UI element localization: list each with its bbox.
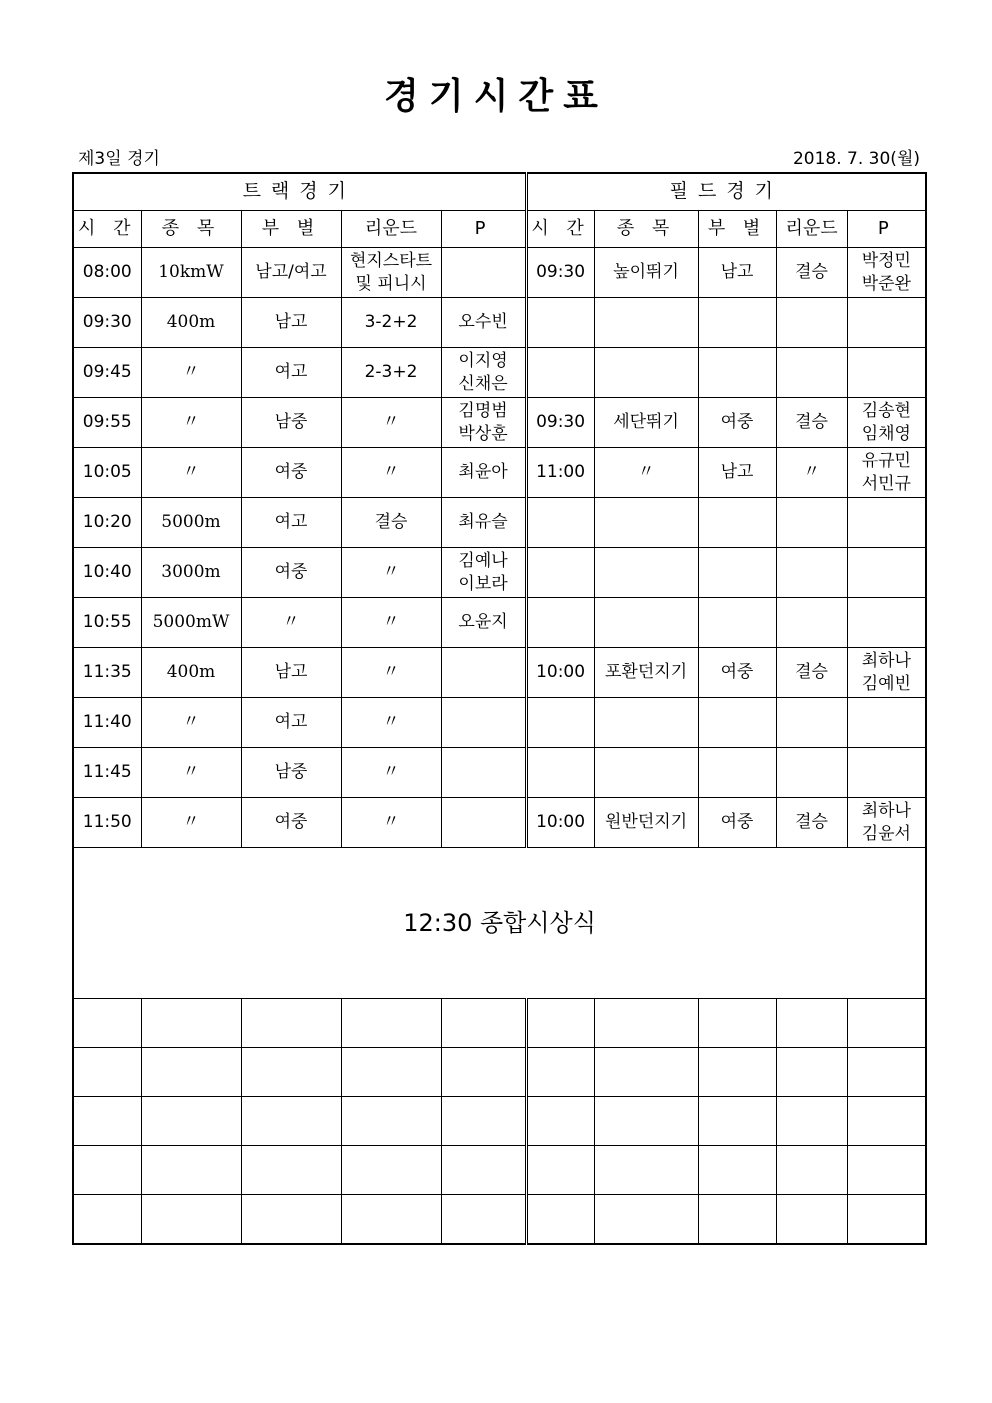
blank-cell [241,999,341,1048]
track-time: 10:20 [73,498,141,548]
track-time: 09:55 [73,398,141,448]
track-round: 3-2+2 [341,298,441,348]
blank-cell [441,1048,526,1097]
track-division: 남중 [241,748,341,798]
field-time [526,298,594,348]
field-time: 10:00 [526,648,594,698]
field-round [776,748,847,798]
field-division [698,598,776,648]
field-event [594,748,698,798]
field-division [698,748,776,798]
blank-cell [776,1097,847,1146]
field-time: 11:00 [526,448,594,498]
field-division: 여중 [698,798,776,848]
schedule-row [73,598,926,648]
blank-cell [341,1195,441,1245]
blank-cell [141,1048,241,1097]
schedule-row [73,448,926,498]
blank-cell [526,999,594,1048]
blank-cell [847,1146,926,1195]
field-time: 09:30 [526,398,594,448]
track-time: 11:35 [73,648,141,698]
blank-cell [526,1048,594,1097]
award-ceremony-announcement: 12:30 종합시상식 [73,848,926,999]
track-round: 〃 [341,748,441,798]
field-p [847,548,926,598]
track-time: 11:50 [73,798,141,848]
blank-cell [341,1048,441,1097]
field-round [776,598,847,648]
blank-cell [441,1097,526,1146]
blank-cell [73,1195,141,1245]
track-round: 현지스타트 및 피니시 [341,248,441,298]
track-col-event: 종 목 [141,211,241,248]
field-p [847,298,926,348]
announcement-row [73,848,926,999]
blank-cell [141,1146,241,1195]
field-col-division: 부 별 [698,211,776,248]
track-p: 김명범 박상훈 [441,398,526,448]
track-event: 〃 [141,348,241,398]
blank-cell [73,999,141,1048]
field-time [526,548,594,598]
field-p: 최하나 김예빈 [847,648,926,698]
section-header-row [73,173,926,211]
field-division [698,348,776,398]
blank-cell [776,999,847,1048]
field-round: 결승 [776,398,847,448]
schedule-row [73,698,926,748]
track-round: 〃 [341,798,441,848]
schedule-row [73,398,926,448]
field-time [526,348,594,398]
field-division [698,298,776,348]
schedule-row [73,798,926,848]
track-division: 여중 [241,798,341,848]
track-p [441,648,526,698]
date-label: 2018. 7. 30(월) [792,149,920,169]
track-col-division: 부 별 [241,211,341,248]
track-round: 〃 [341,398,441,448]
track-time: 10:55 [73,598,141,648]
field-round [776,698,847,748]
field-division: 여중 [698,648,776,698]
field-section-header: 필드경기 [526,173,926,211]
blank-cell [141,1195,241,1245]
field-p: 유규민 서민규 [847,448,926,498]
track-event: 〃 [141,398,241,448]
field-round: 〃 [776,448,847,498]
field-time: 09:30 [526,248,594,298]
schedule-row [73,248,926,298]
track-division: 남고/여고 [241,248,341,298]
blank-cell [698,1195,776,1245]
field-time [526,748,594,798]
track-time: 11:45 [73,748,141,798]
page-title: 경기시간표 [384,76,608,117]
blank-cell [241,1195,341,1245]
track-division: 여고 [241,698,341,748]
track-p: 이지영 신채은 [441,348,526,398]
blank-cell [73,1097,141,1146]
field-event: 원반던지기 [594,798,698,848]
schedule-table [72,172,927,1245]
field-col-time: 시 간 [526,211,594,248]
blank-cell [441,999,526,1048]
field-time [526,598,594,648]
track-event: 10kmW [141,248,241,298]
blank-cell [526,1195,594,1245]
field-event: 〃 [594,448,698,498]
field-event: 세단뛰기 [594,398,698,448]
track-division: 여중 [241,448,341,498]
track-round: 〃 [341,648,441,698]
schedule-row [73,748,926,798]
track-event: 〃 [141,698,241,748]
field-col-round: 리운드 [776,211,847,248]
blank-cell [594,999,698,1048]
blank-cell [141,1097,241,1146]
track-round: 결승 [341,498,441,548]
blank-cell [847,1195,926,1245]
field-p [847,598,926,648]
blank-cell [698,1146,776,1195]
track-round: 〃 [341,448,441,498]
field-event: 높이뛰기 [594,248,698,298]
track-event: 〃 [141,748,241,798]
track-event: 〃 [141,798,241,848]
blank-row [73,1048,926,1097]
track-p: 최윤아 [441,448,526,498]
blank-cell [73,1146,141,1195]
blank-row [73,1195,926,1245]
schedule-row [73,348,926,398]
field-time [526,498,594,548]
field-round: 결승 [776,248,847,298]
field-round [776,548,847,598]
field-round [776,498,847,548]
blank-cell [847,1097,926,1146]
field-time [526,698,594,748]
schedule-row [73,498,926,548]
blank-cell [441,1146,526,1195]
track-p: 김예나 이보라 [441,548,526,598]
field-p: 최하나 김윤서 [847,798,926,848]
blank-cell [698,1097,776,1146]
track-section-header: 트랙경기 [73,173,526,211]
blank-cell [241,1097,341,1146]
track-division: 남고 [241,298,341,348]
track-division: 여중 [241,548,341,598]
blank-cell [341,999,441,1048]
track-division: 남고 [241,648,341,698]
blank-cell [698,999,776,1048]
track-round: 2-3+2 [341,348,441,398]
track-time: 10:05 [73,448,141,498]
field-p [847,748,926,798]
blank-cell [776,1048,847,1097]
blank-cell [594,1048,698,1097]
blank-cell [847,1048,926,1097]
schedule-row [73,648,926,698]
blank-cell [776,1195,847,1245]
blank-cell [141,999,241,1048]
column-header-row [73,211,926,248]
field-event [594,698,698,748]
field-division: 여중 [698,398,776,448]
field-event [594,498,698,548]
field-event: 포환던지기 [594,648,698,698]
track-event: 5000m [141,498,241,548]
field-division [698,548,776,598]
track-p: 오수빈 [441,298,526,348]
blank-cell [73,1048,141,1097]
blank-cell [594,1097,698,1146]
field-col-p: P [847,211,926,248]
field-division: 남고 [698,248,776,298]
field-p: 김송현 임채영 [847,398,926,448]
field-event [594,348,698,398]
blank-cell [594,1146,698,1195]
field-event [594,298,698,348]
track-division: 〃 [241,598,341,648]
track-event: 〃 [141,448,241,498]
track-event: 400m [141,298,241,348]
field-round: 결승 [776,798,847,848]
track-time: 11:40 [73,698,141,748]
blank-cell [526,1146,594,1195]
field-p: 박정민 박준완 [847,248,926,298]
field-p [847,348,926,398]
track-event: 3000m [141,548,241,598]
track-col-round: 리운드 [341,211,441,248]
schedule-row [73,548,926,598]
blank-cell [594,1195,698,1245]
track-time: 09:45 [73,348,141,398]
blank-cell [341,1097,441,1146]
field-event [594,548,698,598]
blank-row [73,1097,926,1146]
track-p [441,748,526,798]
track-col-p: P [441,211,526,248]
blank-row [73,1146,926,1195]
blank-cell [776,1146,847,1195]
blank-cell [526,1097,594,1146]
track-round: 〃 [341,698,441,748]
field-division [698,498,776,548]
track-p: 최유슬 [441,498,526,548]
field-time: 10:00 [526,798,594,848]
blank-cell [698,1048,776,1097]
blank-cell [441,1195,526,1245]
track-p: 오윤지 [441,598,526,648]
track-division: 남중 [241,398,341,448]
track-p [441,248,526,298]
track-time: 08:00 [73,248,141,298]
field-round: 결승 [776,648,847,698]
field-division [698,698,776,748]
blank-row [73,999,926,1048]
track-p [441,698,526,748]
track-event: 400m [141,648,241,698]
blank-cell [241,1146,341,1195]
track-col-time: 시 간 [73,211,141,248]
schedule-row [73,298,926,348]
track-time: 10:40 [73,548,141,598]
track-event: 5000mW [141,598,241,648]
field-division: 남고 [698,448,776,498]
field-event [594,598,698,648]
track-p [441,798,526,848]
track-division: 여고 [241,348,341,398]
field-round [776,298,847,348]
field-col-event: 종 목 [594,211,698,248]
track-time: 09:30 [73,298,141,348]
track-round: 〃 [341,598,441,648]
track-round: 〃 [341,548,441,598]
blank-cell [847,999,926,1048]
track-division: 여고 [241,498,341,548]
day-label: 제3일 경기 [78,149,160,169]
blank-cell [241,1048,341,1097]
field-round [776,348,847,398]
field-p [847,698,926,748]
field-p [847,498,926,548]
blank-cell [341,1146,441,1195]
